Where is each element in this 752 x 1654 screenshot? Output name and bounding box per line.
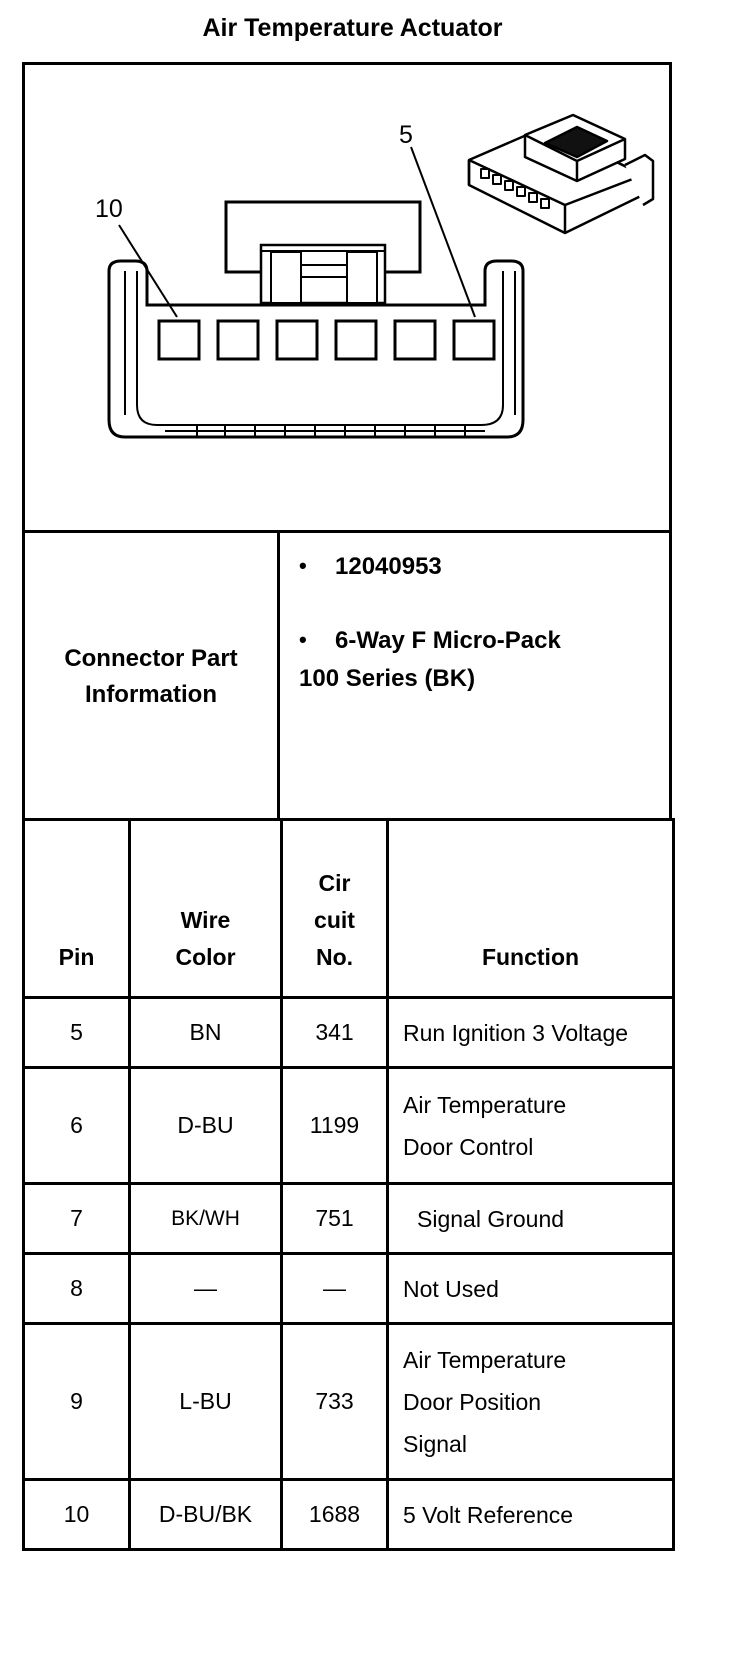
pin-cell: 6 [24,1068,130,1184]
circuit-cell: 733 [282,1324,388,1480]
connector-latch [226,202,420,303]
page-title: Air Temperature Actuator [202,14,503,42]
function-cell: Run Ignition 3 Voltage [388,998,674,1068]
pin-cell: 10 [24,1480,130,1550]
table-row [24,1184,674,1254]
pin-label-5: 5 [399,121,413,149]
table-row [24,1480,674,1550]
pin-cavity-10 [159,321,199,359]
circuit-cell: 1199 [282,1068,388,1184]
header-circuit-no: Cir cuit No. [282,820,388,998]
wire-color-cell: — [130,1254,282,1324]
pin-cell: 5 [24,998,130,1068]
header-pin: Pin [24,820,130,998]
wire-color-cell: D-BU/BK [130,1480,282,1550]
connector-part-info-values [283,533,663,820]
pin-table-header [24,820,674,998]
bullet-icon: • [299,627,307,652]
pin-cavity-6 [395,321,435,359]
pin-cavity-7 [336,321,376,359]
header-function: Function [388,820,674,998]
connector-part-info [22,530,672,820]
table-row [24,1068,674,1184]
wire-color-cell: BN [130,998,282,1068]
wire-color-cell: D-BU [130,1068,282,1184]
connector-isometric-view [469,115,653,233]
info-label-line2: Information [84,680,217,708]
function-cell: Signal Ground [388,1184,674,1254]
pin-cavity-5 [454,321,494,359]
bullet-icon: • [299,553,307,578]
table-row [24,1324,674,1480]
part-number: 12040953 [335,553,442,580]
pin-label-10: 10 [95,195,123,223]
table-row [24,1254,674,1324]
circuit-cell: 1688 [282,1480,388,1550]
function-cell: Air Temperature Door Control [388,1068,674,1184]
function-cell: 5 Volt Reference [388,1480,674,1550]
connector-diagram-frame [22,62,672,532]
wire-color-cell: L-BU [130,1324,282,1480]
function-cell: Not Used [388,1254,674,1324]
pin-cavity-8 [277,321,317,359]
circuit-cell: — [282,1254,388,1324]
pin-cell: 7 [24,1184,130,1254]
connector-face-diagram [25,65,675,535]
pin-table [22,818,675,1551]
pin-cavity-9 [218,321,258,359]
circuit-cell: 341 [282,998,388,1068]
connector-description-line1: 6-Way F Micro-Pack [335,627,561,654]
info-label-line1: Connector Part [64,644,238,672]
function-cell: Air Temperature Door Position Signal [388,1324,674,1480]
connector-part-info-label [25,533,280,820]
pin-cell: 8 [24,1254,130,1324]
connector-description-line2: 100 Series (BK) [299,665,476,692]
pin-cell: 9 [24,1324,130,1480]
table-row [24,998,674,1068]
circuit-cell: 751 [282,1184,388,1254]
header-wire-color: Wire Color [130,820,282,998]
wire-color-cell: BK/WH [130,1184,282,1254]
